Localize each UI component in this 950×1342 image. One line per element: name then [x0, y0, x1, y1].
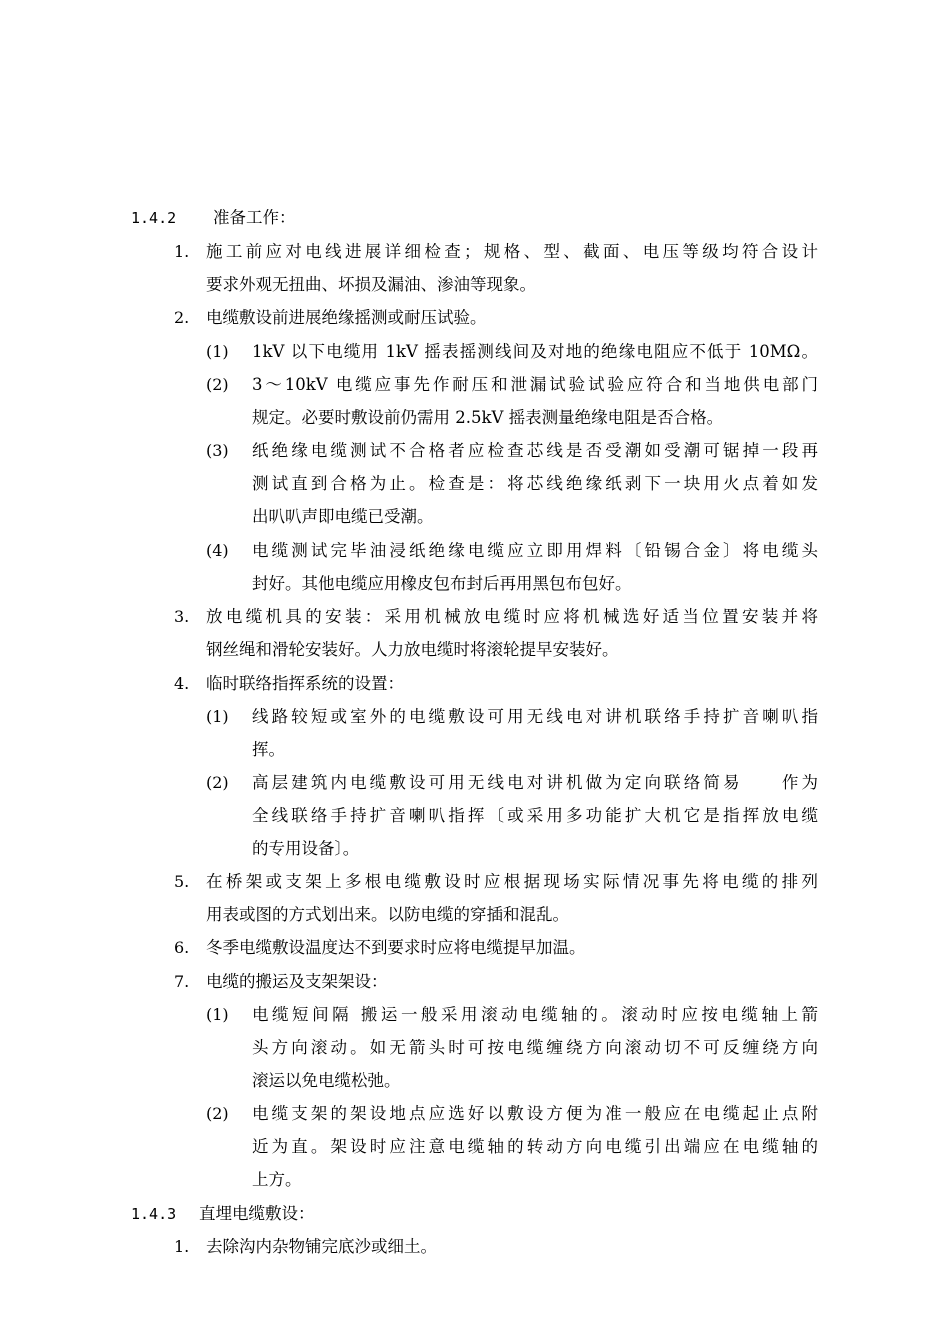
- list-number: 6.: [174, 938, 190, 957]
- list-item-text: 去除沟内杂物铺完底沙或细土。: [206, 1237, 437, 1256]
- sub-list-item-text: 电缆支架的架设地点应选好以敷设方便为准一般应在电缆起止点附: [252, 1104, 818, 1123]
- sub-list-number: (2): [206, 773, 229, 792]
- list-number: 1.: [174, 1237, 190, 1256]
- sub-list-item-text: 全线联络手持扩音喇叭指挥〔或采用多功能扩大机它是指挥放电缆: [252, 806, 818, 825]
- section-title: 准备工作：: [213, 208, 296, 227]
- sub-list-number: (2): [206, 375, 229, 394]
- sub-list-item-text: 电缆测试完毕油浸纸绝缘电缆应立即用焊料〔铅锡合金〕将电缆头: [252, 541, 818, 560]
- section-title: 直埋电缆敷设：: [199, 1204, 315, 1223]
- list-number: 3.: [174, 607, 190, 626]
- list-number: 2.: [174, 308, 190, 327]
- list-number: 4.: [174, 674, 190, 693]
- list-item-text: 临时联络指挥系统的设置：: [206, 674, 404, 693]
- list-item-text: 冬季电缆敷设温度达不到要求时应将电缆提早加温。: [206, 938, 586, 957]
- sub-list-number: (2): [206, 1104, 229, 1123]
- list-number: 1.: [174, 242, 190, 261]
- sub-list-item-text: 规定。必要时敷设前仍需用 2.5kV 摇表测量绝缘电阻是否合格。: [252, 408, 724, 427]
- list-item-text: 放电缆机具的安装：采用机械放电缆时应将机械选好适当位置安装并将: [206, 607, 818, 626]
- list-item-text: 在桥架或支架上多根电缆敷设时应根据现场实际情况事先将电缆的排列: [206, 872, 818, 891]
- sub-list-item-text: 高层建筑内电缆敷设可用无线电对讲机做为定向联络简易 作为: [252, 773, 818, 792]
- sub-list-item-text: 线路较短或室外的电缆敷设可用无线电对讲机联络手持扩音喇叭指: [252, 707, 818, 726]
- sub-list-item-text: 上方。: [252, 1170, 302, 1189]
- list-item-text: 电缆敷设前进展绝缘摇测或耐压试验。: [206, 308, 487, 327]
- list-item-text: 电缆的搬运及支架架设：: [206, 972, 388, 991]
- list-item-text: 施工前应对电线进展详细检查；规格、型、截面、电压等级均符合设计: [206, 242, 818, 261]
- sub-list-number: (1): [206, 1005, 229, 1024]
- list-item-text: 钢丝绳和滑轮安装好。人力放电缆时将滚轮提早安装好。: [206, 640, 619, 659]
- sub-list-item-text: 3～10kV 电缆应事先作耐压和泄漏试验试验应符合和当地供电部门: [252, 375, 818, 394]
- list-item-text: 用表或图的方式划出来。以防电缆的穿插和混乱。: [206, 905, 569, 924]
- sub-list-item-text: 纸绝缘电缆测试不合格者应检查芯线是否受潮如受潮可锯掉一段再: [252, 441, 818, 460]
- sub-list-number: (1): [206, 342, 229, 361]
- section-number: 1.4.3: [131, 1205, 177, 1223]
- sub-list-item-text: 近为直。架设时应注意电缆轴的转动方向电缆引出端应在电缆轴的: [252, 1137, 818, 1156]
- sub-list-number: (4): [206, 541, 229, 560]
- sub-list-item-text: 滚运以免电缆松弛。: [252, 1071, 401, 1090]
- sub-list-item-text: 封好。其他电缆应用橡皮包布封后再用黑包布包好。: [252, 574, 632, 593]
- sub-list-item-text: 的专用设备〕。: [252, 839, 360, 858]
- list-item-text: 要求外观无扭曲、坏损及漏油、渗油等现象。: [206, 275, 536, 294]
- sub-list-item-text: 电缆短间隔 搬运一般采用滚动电缆轴的。滚动时应按电缆轴上箭: [252, 1005, 818, 1024]
- list-number: 5.: [174, 872, 190, 891]
- section-number: 1.4.2: [131, 209, 177, 227]
- sub-list-item-text: 挥。: [252, 740, 285, 759]
- sub-list-item-text: 出叭叭声即电缆已受潮。: [252, 507, 434, 526]
- sub-list-number: (1): [206, 707, 229, 726]
- sub-list-number: (3): [206, 441, 229, 460]
- sub-list-item-text: 1kV 以下电缆用 1kV 摇表摇测线间及对地的绝缘电阻应不低于 10MΩ。: [252, 342, 818, 361]
- sub-list-item-text: 头方向滚动。如无箭头时可按电缆缠绕方向滚动切不可反缠绕方向: [252, 1038, 818, 1057]
- list-number: 7.: [174, 972, 190, 991]
- sub-list-item-text: 测试直到合格为止。检查是：将芯线绝缘纸剥下一块用火点着如发: [252, 474, 818, 493]
